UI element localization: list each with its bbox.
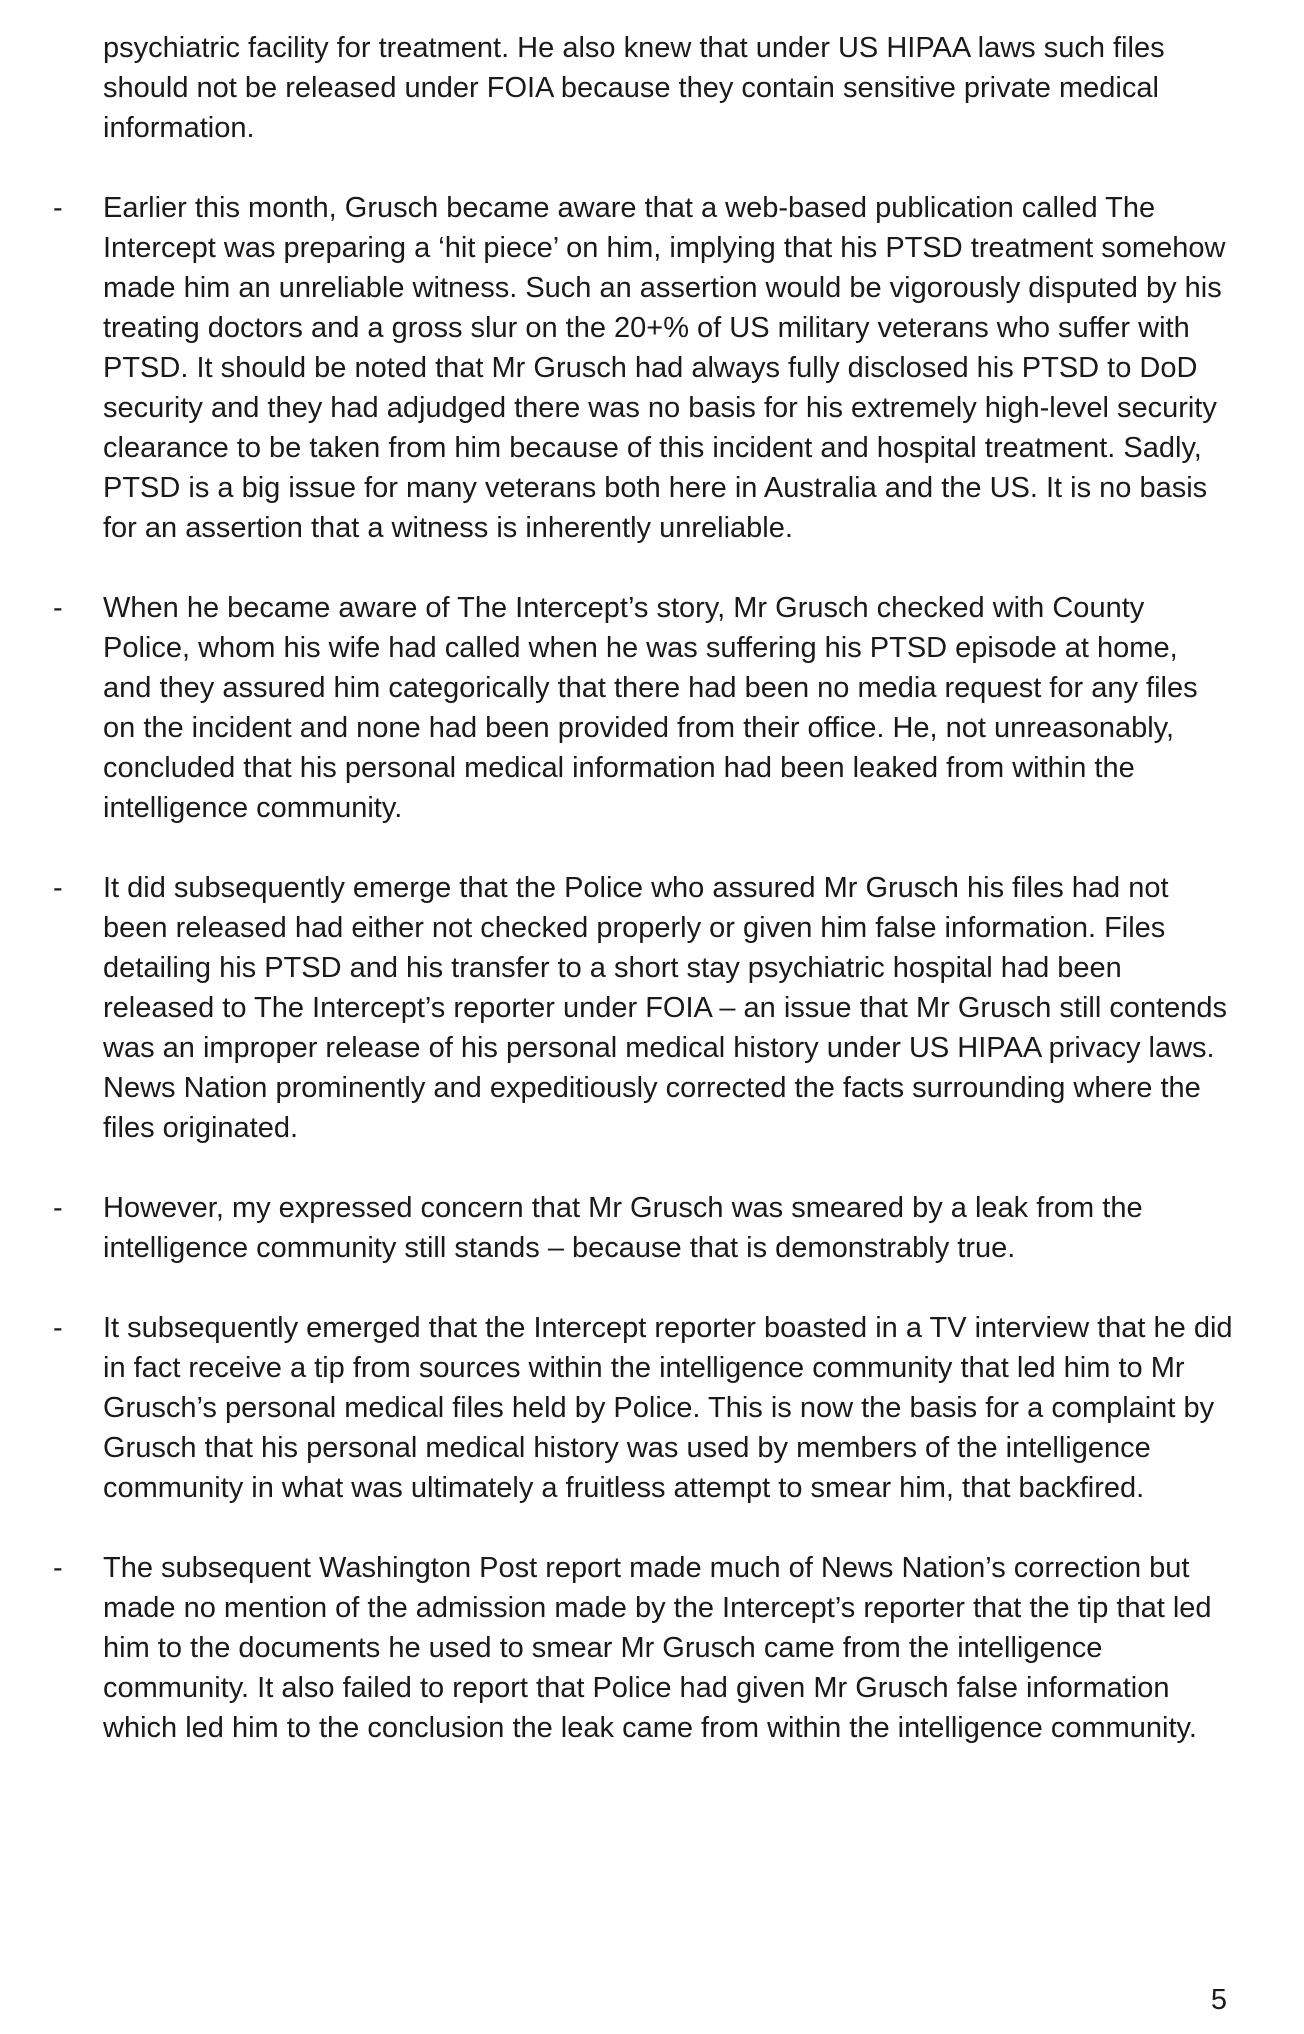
intro-paragraph: psychiatric facility for treatment. He also knew that under US HIPAA laws such files should not be released under FOIA because they contain sensitive private medical information. bbox=[103, 32, 1165, 144]
dash-bullet-icon: - bbox=[53, 1552, 63, 1584]
document-body bbox=[53, 28, 1233, 1748]
dash-bullet-icon: - bbox=[53, 592, 63, 624]
bullet-item bbox=[53, 1188, 1233, 1268]
bullet-text: However, my expressed concern that Mr Grusch was smeared by a leak from the intelligence community still stands – because that is demonstrably true. bbox=[103, 1192, 1143, 1264]
dash-bullet-icon: - bbox=[53, 872, 63, 904]
bullet-text: The subsequent Washington Post report made much of News Nation’s correction but made no mention of the admission made by the Intercept’s reporter that the tip that led him to the documents he used to smear Mr Grusch came from the intelligence community. It also failed to report that Police had given Mr Grusch false information which led him to the conclusion the leak came from within the intelligence community. bbox=[103, 1552, 1212, 1744]
dash-bullet-icon: - bbox=[53, 1192, 63, 1224]
page-number: 5 bbox=[1210, 1984, 1227, 2016]
bullet-text: It subsequently emerged that the Intercept reporter boasted in a TV interview that he did in fact receive a tip from sources within the intelligence community that led him to Mr Grusch’s personal medical files held by Police. This is now the basis for a complaint by Grusch that his personal medical history was used by members of the intelligence community in what was ultimately a fruitless attempt to smear him, that backfired. bbox=[103, 1312, 1233, 1504]
dash-bullet-icon: - bbox=[53, 192, 63, 224]
bullet-text: It did subsequently emerge that the Police who assured Mr Grusch his files had not been released had either not checked properly or given him false information. Files detailing his PTSD and his transfer to a short stay psychiatric hospital had been released to The Intercept’s reporter under FOIA – an issue that Mr Grusch still contends was an improper release of his personal medical history under US HIPAA privacy laws. News Nation prominently and expeditiously corrected the facts surrounding where the files originated. bbox=[103, 872, 1228, 1144]
dash-bullet-icon: - bbox=[53, 1312, 63, 1344]
bullet-text: Earlier this month, Grusch became aware that a web-based publication called The Intercept was preparing a ‘hit piece’ on him, implying that his PTSD treatment somehow made him an unreliable witness. Such an assertion would be vigorously disputed by his treating doctors and a gross slur on the 20+% of US military veterans who suffer with PTSD. It should be noted that Mr Grusch had always fully disclosed his PTSD to DoD security and they had adjudged there was no basis for his extremely high-level security clearance to be taken from him because of this incident and hospital treatment. Sadly, PTSD is a big issue for many veterans both here in Australia and the US. It is no basis for an assertion that a witness is inherently unreliable. bbox=[103, 192, 1226, 544]
bullet-item bbox=[53, 1308, 1233, 1508]
bullet-item bbox=[53, 588, 1233, 828]
bullet-text: When he became aware of The Intercept’s story, Mr Grusch checked with County Police, whom his wife had called when he was suffering his PTSD episode at home, and they assured him categorically that there had been no media request for any files on the incident and none had been provided from their office. He, not unreasonably, concluded that his personal medical information had been leaked from within the intelligence community. bbox=[103, 592, 1198, 824]
bullet-item bbox=[53, 188, 1233, 548]
bullet-item bbox=[53, 1548, 1233, 1748]
bullet-item bbox=[53, 868, 1233, 1148]
